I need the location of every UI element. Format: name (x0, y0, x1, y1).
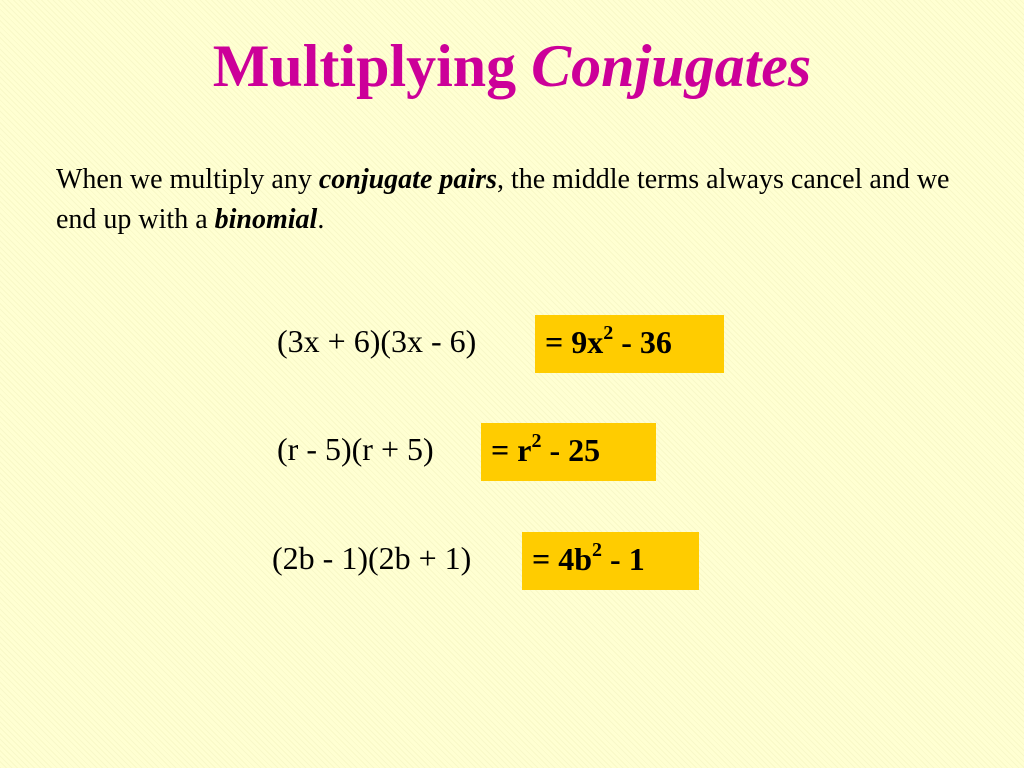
answer-exponent: 2 (592, 539, 603, 561)
answer-rest: - 25 (541, 432, 601, 468)
intro-paragraph (56, 160, 976, 240)
title-plain: Multiplying (212, 33, 532, 99)
answer-box (522, 532, 699, 590)
example-expression: (r - 5)(r + 5) (277, 431, 434, 467)
example-expression: (2b - 1)(2b + 1) (272, 540, 472, 576)
term-conjugate-pairs: conjugate pairs (318, 164, 497, 195)
term-binomial: binomial (214, 204, 318, 235)
answer-box (535, 315, 724, 373)
answer-exponent: 2 (531, 430, 542, 452)
intro-text-1: When we multiply any (56, 164, 319, 195)
intro-text-3: . (317, 204, 325, 235)
title-italic: Conjugates (531, 33, 812, 99)
intro-text-2: , the middle terms always cancel and we end up with a (56, 164, 950, 235)
answer-rest: - 1 (602, 541, 645, 577)
answer-box (481, 423, 656, 481)
example-expression: (3x + 6)(3x - 6) (277, 323, 477, 359)
answer-rest: - 36 (613, 324, 672, 360)
answer-base: = r (491, 432, 532, 468)
answer-base: = 9x (545, 324, 604, 360)
answer-exponent: 2 (603, 322, 614, 344)
slide-title (0, 30, 1024, 102)
answer-base: = 4b (532, 541, 593, 577)
